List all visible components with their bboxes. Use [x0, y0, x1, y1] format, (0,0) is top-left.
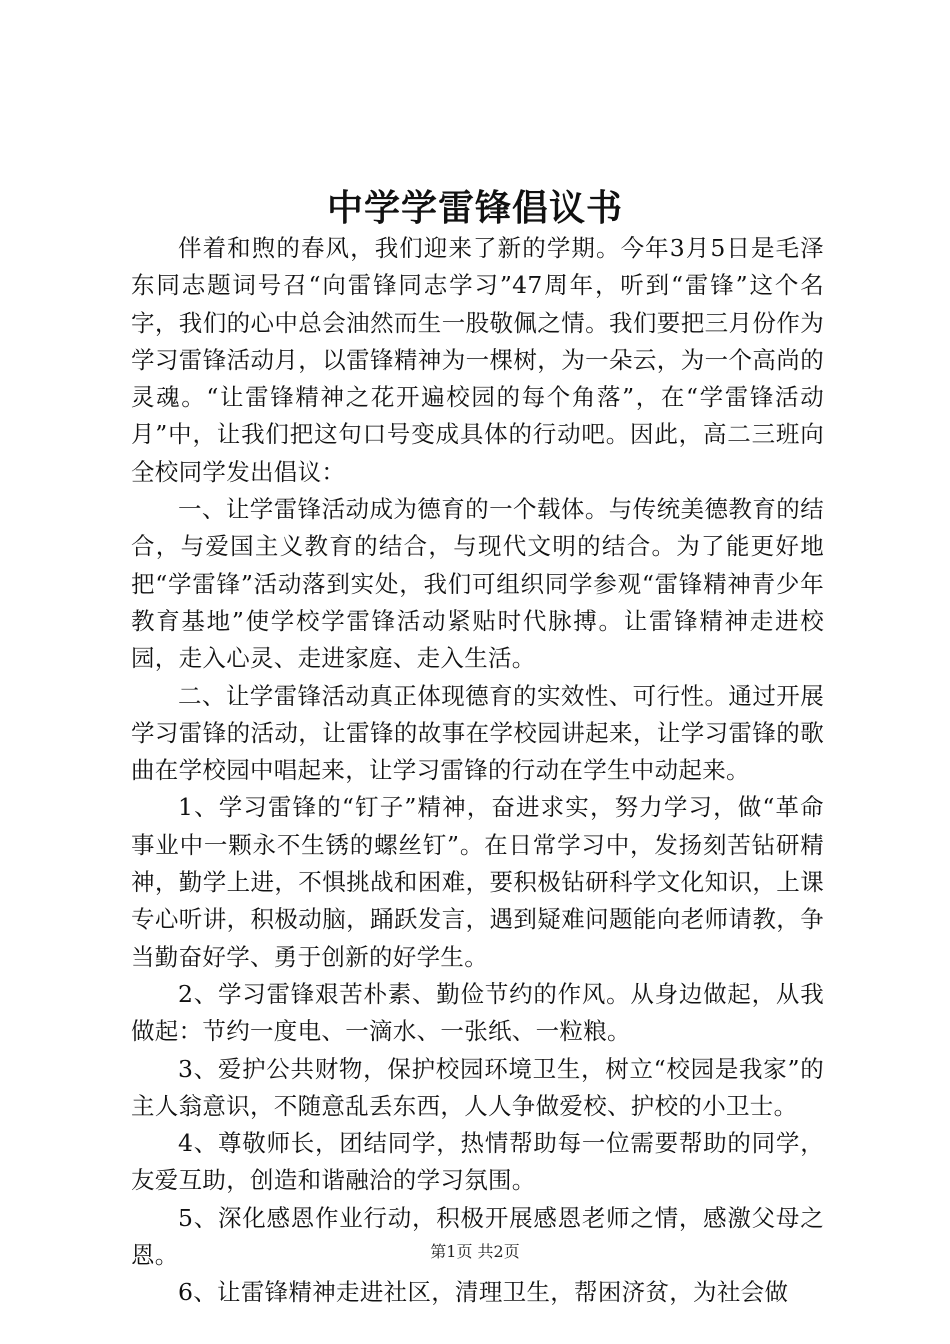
paragraph-item-1: 1、学习雷锋的“钉子”精神，奋进求实，努力学习，做“革命事业中一颗永不生锈的螺丝钉”。在日常学习中，发扬刻苦钻研精神，勤学上进，不惧挑战和困难，要积极钻研科学文化知识，上课专心听讲，积极动脑，踊跃发言，遇到疑难问题能向老师请教，争当勤奋好学、勇于创新的好学生。: [131, 793, 824, 971]
paragraph-item-5: 5、深化感恩作业行动，积极开展感恩老师之情，感激父母之恩。: [131, 1203, 824, 1270]
paragraph-item-2: 2、学习雷锋艰苦朴素、勤俭节约的作风。从身边做起，从我做起：节约一度电、一滴水、一张纸、一粒粮。: [131, 979, 824, 1046]
document-title: 中学学雷锋倡议书: [326, 187, 623, 229]
document-body: [131, 230, 824, 1312]
paragraph-item-3: 3、爱护公共财物，保护校园环境卫生，树立“校园是我家”的主人翁意识，不随意乱丢东西，人人争做爱校、护校的小卫士。: [131, 1054, 824, 1120]
paragraph-intro: 伴着和煦的春风，我们迎来了新的学期。今年3月5日是毛泽东同志题词号召“向雷锋同志学习”47周年，听到“雷锋”这个名字，我们的心中总会油然而生一股敬佩之情。我们要把三月份作为学习雷锋活动月，以雷锋精神为一棵树，为一朵云，为一个高尚的灵魂。“让雷锋精神之花开遍校园的每个角落”，在“学雷锋活动月”中，让我们把这句口号变成具体的行动吧。因此，高二三班向全校同学发出倡议：: [131, 234, 824, 486]
paragraph-section-2: 二、让学雷锋活动真正体现德育的实效性、可行性。通过开展学习雷锋的活动，让雷锋的故事在学校园讲起来，让学习雷锋的歌曲在学校园中唱起来，让学习雷锋的行动在学生中动起来。: [131, 681, 824, 785]
paragraph-section-1: 一、让学雷锋活动成为德育的一个载体。与传统美德教育的结合，与爱国主义教育的结合，与现代文明的结合。为了能更好地把“学雷锋”活动落到实处，我们可组织同学参观“雷锋精神青少年教育基地”使学校学雷锋活动紧贴时代脉搏。让雷锋精神走进校园，走入心灵、走进家庭、走入生活。: [131, 495, 824, 673]
page-footer: 第1页 共2页: [430, 1242, 520, 1261]
paragraph-item-4: 4、尊敬师长，团结同学，热情帮助每一位需要帮助的同学，友爱互助，创造和谐融洽的学习氛围。: [131, 1129, 824, 1195]
paragraph-item-6: 6、让雷锋精神走进社区，清理卫生，帮困济贫，为社会做: [178, 1278, 789, 1307]
